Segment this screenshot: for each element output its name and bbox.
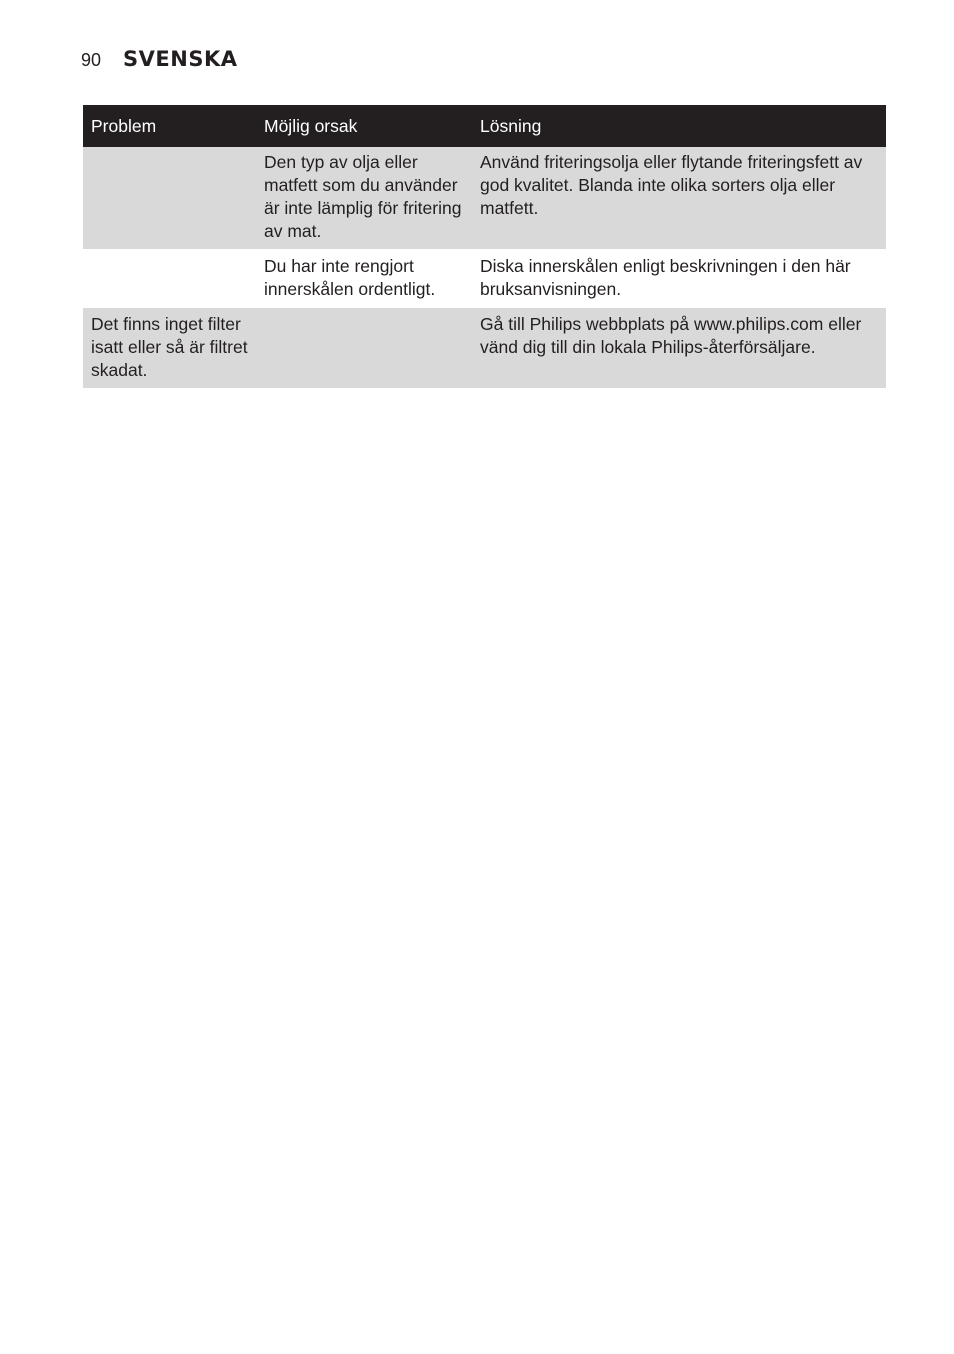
table-row — [83, 147, 886, 249]
problem-cell: Det finns inget filter isatt eller så är filtret skadat. — [83, 308, 256, 388]
problem-cell — [83, 249, 256, 308]
page-number: 90 — [81, 50, 102, 70]
table-row — [83, 308, 886, 388]
section-title: SVENSKA — [123, 47, 238, 71]
solution-cell: Använd friteringsolja eller flytande friteringsfett av god kvalitet. Blanda inte olika sorters olja eller matfett. — [472, 147, 886, 249]
column-header-cause: Möjlig orsak — [256, 105, 472, 147]
table-row — [83, 249, 886, 308]
cause-cell — [256, 308, 472, 388]
solution-cell: Diska innerskålen enligt beskrivningen i den här bruksanvisningen. — [472, 249, 886, 308]
table-header-row — [83, 105, 886, 147]
problem-cell — [83, 147, 256, 249]
troubleshooting-table — [83, 105, 886, 388]
cause-cell: Du har inte rengjort innerskålen ordentligt. — [256, 249, 472, 308]
column-header-problem: Problem — [83, 105, 256, 147]
cause-cell: Den typ av olja eller matfett som du använder är inte lämplig för fritering av mat. — [256, 147, 472, 249]
solution-cell: Gå till Philips webbplats på www.philips.com eller vänd dig till din lokala Philips-återförsäljare. — [472, 308, 886, 388]
page-header — [81, 47, 237, 71]
column-header-solution: Lösning — [472, 105, 886, 147]
